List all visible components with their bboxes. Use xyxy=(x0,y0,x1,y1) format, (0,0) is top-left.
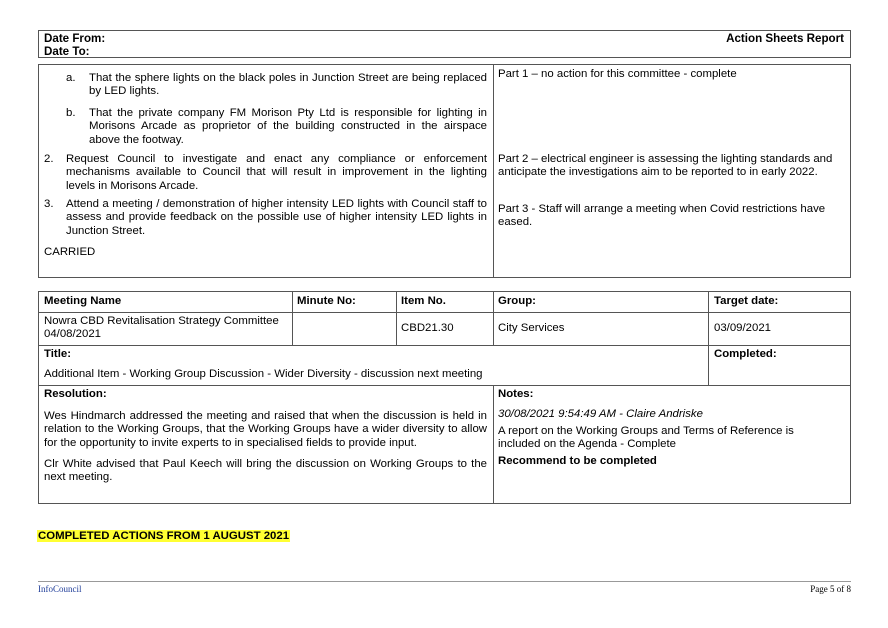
completed-label: Completed: xyxy=(714,348,777,360)
note-part-2: Part 2 – electrical engineer is assessing the lighting standards and anticipate the investigations aim to be reported to in early 2022. xyxy=(498,153,833,179)
date-to-label: Date To: xyxy=(44,45,90,58)
minute-no-label: Minute No: xyxy=(297,295,356,307)
action-item-table xyxy=(38,291,851,504)
resolution-item-3: Attend a meeting / demonstration of higher intensity LED lights with Council staff to assess and provide feedback on the possible use of higher intensity LED lights in Junction Street. xyxy=(66,198,487,237)
item-marker: 3. xyxy=(44,198,54,210)
item-marker: a. xyxy=(66,72,76,84)
column-divider xyxy=(493,385,494,503)
row-divider xyxy=(39,385,850,386)
resolution-paragraph-1: Wes Hindmarch addressed the meeting and raised that when the discussion is held in relation to the Working Groups, that the Working Groups have a wider diversity to allow for the opportunity to invite experts to in specialised fields to provide input. xyxy=(44,410,487,449)
note-meta: 30/08/2021 9:54:49 AM - Claire Andriske xyxy=(498,408,703,420)
meeting-name: Nowra CBD Revitalisation Strategy Committee xyxy=(44,315,279,327)
resolution-label: Resolution: xyxy=(44,388,107,400)
column-divider xyxy=(708,292,709,385)
item-marker: 2. xyxy=(44,153,54,165)
resolution-paragraph-2: Clr White advised that Paul Keech will bring the discussion on Working Groups to the next meeting. xyxy=(44,458,487,484)
date-labels xyxy=(44,32,105,58)
date-from-label: Date From: xyxy=(44,32,106,45)
meeting-date: 04/08/2021 xyxy=(44,328,102,340)
column-divider xyxy=(493,292,494,345)
column-divider xyxy=(493,65,494,277)
note-part-1: Part 1 – no action for this committee - complete xyxy=(498,68,737,80)
group-value: City Services xyxy=(498,322,565,334)
note-recommendation: Recommend to be completed xyxy=(498,455,657,467)
note-part-3: Part 3 - Staff will arrange a meeting when Covid restrictions have eased. xyxy=(498,203,826,229)
footer-brand: InfoCouncil xyxy=(38,584,82,594)
row-divider xyxy=(39,312,850,313)
resolution-item-a: That the sphere lights on the black poles in Junction Street are being replaced by LED lights. xyxy=(89,72,487,98)
item-no-label: Item No. xyxy=(401,295,446,307)
section-heading-text: COMPLETED ACTIONS FROM 1 AUGUST 2021 xyxy=(38,530,290,542)
prev-item-table xyxy=(38,64,851,278)
row-divider xyxy=(39,345,850,346)
report-header xyxy=(38,30,851,58)
group-label: Group: xyxy=(498,295,536,307)
footer-page-number: Page 5 of 8 xyxy=(810,584,851,594)
title-value: Additional Item - Working Group Discussion - Wider Diversity - discussion next meeting xyxy=(44,368,483,380)
title-label: Title: xyxy=(44,348,72,360)
item-no-value: CBD21.30 xyxy=(401,322,454,334)
meeting-name-label: Meeting Name xyxy=(44,295,122,307)
note-text: A report on the Working Groups and Terms of Reference is included on the Agenda - Complete xyxy=(498,425,794,451)
report-title: Action Sheets Report xyxy=(726,32,844,45)
column-divider xyxy=(292,292,293,345)
column-divider xyxy=(396,292,397,345)
notes-label: Notes: xyxy=(498,388,534,400)
footer-rule xyxy=(38,581,851,582)
target-date-value: 03/09/2021 xyxy=(714,322,772,334)
resolution-item-b: That the private company FM Morison Pty Ltd is responsible for lighting in Morisons Arcade as proprietor of the building constructed in the airspace above the footway. xyxy=(89,107,487,146)
section-heading xyxy=(37,530,290,542)
resolution-item-2: Request Council to investigate and enact any compliance or enforcement mechanisms available to Council that will result in improvement in the lighting levels in Morisons Arcade. xyxy=(66,153,487,192)
item-marker: b. xyxy=(66,107,76,119)
target-date-label: Target date: xyxy=(714,295,779,307)
carried-label: CARRIED xyxy=(44,246,96,258)
meeting-name-value xyxy=(44,315,279,341)
